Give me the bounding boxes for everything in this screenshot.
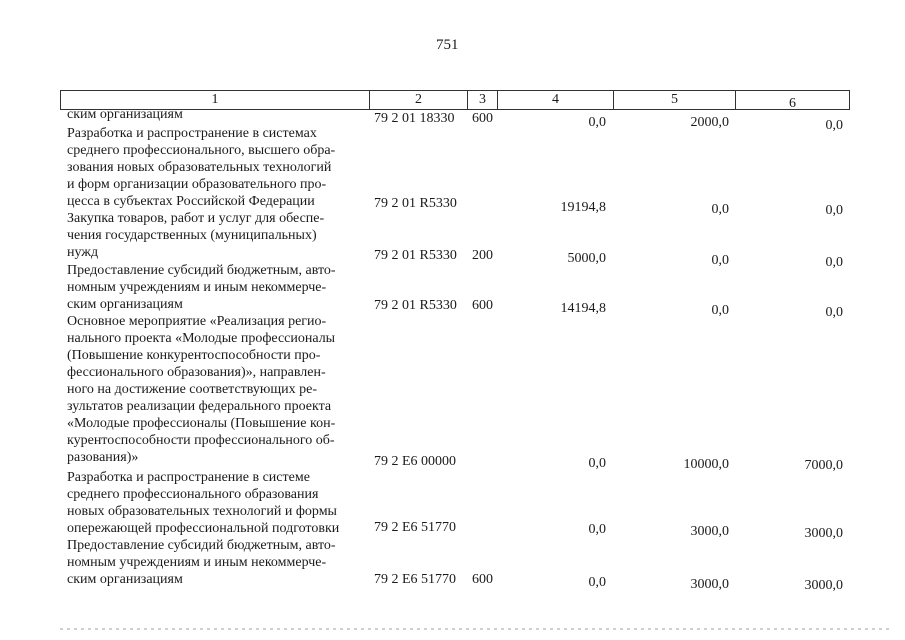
target-code: 79 2 Е6 51770 bbox=[374, 520, 457, 535]
amount-col-5: 0,0 bbox=[711, 202, 729, 217]
desc-line: цесса в субъектах Российской Федерации bbox=[67, 194, 315, 209]
target-code: 79 2 01 R5330 bbox=[374, 196, 457, 211]
expense-type: 600 bbox=[472, 572, 493, 587]
amount-col-5: 2000,0 bbox=[690, 115, 729, 130]
header-right-border bbox=[849, 90, 850, 110]
desc-line: фессионального образования)», направлен- bbox=[67, 365, 326, 380]
amount-col-6: 3000,0 bbox=[804, 526, 843, 541]
header-col-5: 5 bbox=[671, 92, 678, 107]
amount-col-4: 19194,8 bbox=[560, 200, 606, 215]
target-code: 79 2 01 18330 bbox=[374, 111, 455, 126]
desc-line: среднего профессионального, высшего обра- bbox=[67, 143, 336, 158]
row-description bbox=[67, 106, 370, 123]
desc-line: курентоспособности профессионального об- bbox=[67, 433, 335, 448]
desc-line: Разработка и распространение в системах bbox=[67, 126, 317, 141]
desc-line: «Молодые профессионалы (Повышение кон- bbox=[67, 416, 336, 431]
amount-col-5: 3000,0 bbox=[690, 524, 729, 539]
desc-line: ским организациям bbox=[67, 572, 183, 587]
desc-line: чения государственных (муниципальных) bbox=[67, 228, 317, 243]
amount-col-6: 0,0 bbox=[825, 118, 843, 133]
row-description bbox=[67, 262, 370, 313]
target-code: 79 2 Е6 00000 bbox=[374, 454, 457, 469]
desc-line: зультатов реализации федерального проекта bbox=[67, 399, 332, 414]
amount-col-6: 3000,0 bbox=[804, 578, 843, 593]
desc-line: зования новых образовательных технологий bbox=[67, 160, 332, 175]
amount-col-5: 10000,0 bbox=[683, 457, 729, 472]
amount-col-4: 0,0 bbox=[588, 456, 606, 471]
row-description bbox=[67, 210, 370, 261]
desc-line: Основное мероприятие «Реализация регио- bbox=[67, 314, 327, 329]
target-code: 79 2 01 R5330 bbox=[374, 248, 457, 263]
amount-col-6: 0,0 bbox=[825, 255, 843, 270]
desc-line: номным учреждениям и иным некоммерче- bbox=[67, 280, 327, 295]
header-col-4: 4 bbox=[552, 92, 559, 107]
expense-type: 200 bbox=[472, 248, 493, 263]
desc-line: опережающей профессиональной подготовки bbox=[67, 521, 340, 536]
amount-col-6: 0,0 bbox=[825, 305, 843, 320]
target-code: 79 2 01 R5330 bbox=[374, 298, 457, 313]
desc-line: нального проекта «Молодые профессионалы bbox=[67, 331, 336, 346]
header-col-3: 3 bbox=[479, 92, 486, 107]
desc-line: новых образовательных технологий и формы bbox=[67, 504, 337, 519]
amount-col-5: 0,0 bbox=[711, 303, 729, 318]
desc-line: ного на достижение соответствующих ре- bbox=[67, 382, 318, 397]
amount-col-6: 7000,0 bbox=[804, 458, 843, 473]
amount-col-5: 3000,0 bbox=[690, 577, 729, 592]
amount-col-4: 0,0 bbox=[588, 522, 606, 537]
desc-line: Предоставление субсидий бюджетным, авто- bbox=[67, 263, 336, 278]
desc-line: и форм организации образовательного про- bbox=[67, 177, 327, 192]
desc-line: разования)» bbox=[67, 450, 139, 465]
amount-col-4: 0,0 bbox=[588, 115, 606, 130]
amount-col-4: 5000,0 bbox=[567, 251, 606, 266]
scan-artifact-dots bbox=[60, 628, 890, 630]
desc-line: среднего профессионального образования bbox=[67, 487, 319, 502]
desc-line: номным учреждениям и иным некоммерче- bbox=[67, 555, 327, 570]
amount-col-5: 0,0 bbox=[711, 253, 729, 268]
desc-line: Закупка товаров, работ и услуг для обеспе- bbox=[67, 211, 325, 226]
desc-line: Предоставление субсидий бюджетным, авто- bbox=[67, 538, 336, 553]
header-col-2: 2 bbox=[415, 92, 422, 107]
desc-line: Разработка и распространение в системе bbox=[67, 470, 310, 485]
row-description bbox=[67, 537, 370, 588]
desc-line: ским организациям bbox=[67, 297, 183, 312]
desc-line: ским организациям bbox=[67, 107, 183, 122]
desc-line: (Повышение конкурентоспособности про- bbox=[67, 348, 321, 363]
page-number: 751 bbox=[436, 37, 459, 53]
desc-line: нужд bbox=[67, 245, 99, 260]
expense-type: 600 bbox=[472, 298, 493, 313]
row-description bbox=[67, 313, 370, 466]
target-code: 79 2 Е6 51770 bbox=[374, 572, 457, 587]
amount-col-4: 0,0 bbox=[588, 575, 606, 590]
amount-col-4: 14194,8 bbox=[560, 301, 606, 316]
row-description bbox=[67, 125, 370, 210]
header-col-1: 1 bbox=[211, 92, 219, 107]
amount-col-6: 0,0 bbox=[825, 203, 843, 218]
expense-type: 600 bbox=[472, 111, 493, 126]
row-description bbox=[67, 469, 370, 537]
header-top-border bbox=[60, 90, 850, 91]
header-col-6: 6 bbox=[789, 96, 796, 111]
